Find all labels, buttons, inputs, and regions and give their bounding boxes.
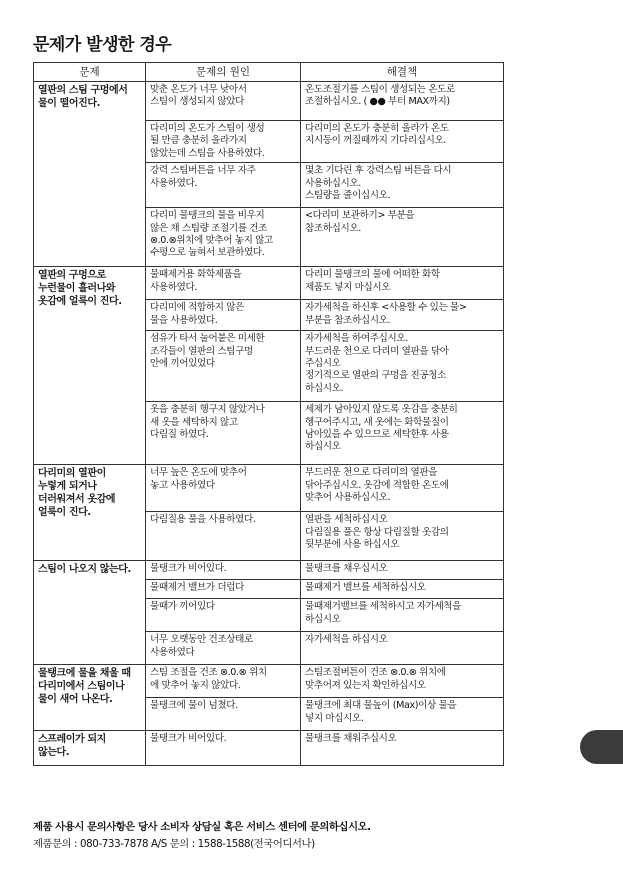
problem-cell: 물탱크에 물을 채울 때 다리미에서 스팀이나 물이 새어 나온다. (34, 665, 146, 731)
footer-note: 제품 사용시 문의사항은 당사 소비자 상담실 혹은 서비스 센터에 문의하십시오. (33, 821, 371, 833)
cause-cell: 물때가 끼어있다 (146, 599, 301, 632)
table-row (34, 561, 504, 580)
table-row (34, 267, 504, 300)
cause-cell: 다림질용 풀을 사용하였다. (146, 512, 301, 561)
solution-cell: 몇초 기다린 후 강력스팀 버튼을 다시 사용하십시오. 스팀량을 줄이십시오. (301, 163, 504, 208)
troubleshooting-table (33, 62, 504, 766)
cause-cell: 물탱크에 물이 넘쳤다. (146, 698, 301, 731)
solution-cell: 물때제거 밸브를 세척하십시오 (301, 580, 504, 599)
solution-cell: 자가세척을 하신후 <사용할 수 있는 물> 부분을 참조하십시오. (301, 300, 504, 331)
solution-cell: 부드러운 천으로 다리미의 열판을 닦아주십시오. 옷감에 적합한 온도에 맞추어 사용하십시오. (301, 465, 504, 512)
problem-cell: 스팀이 나오지 않는다. (34, 561, 146, 665)
solution-cell: 자가세척을 하십시오 (301, 632, 504, 665)
cause-cell: 다리미에 적합하지 않은 물을 사용하였다. (146, 300, 301, 331)
table-row (34, 465, 504, 512)
cause-cell: 너무 오랫동안 건조상태로 사용하였다 (146, 632, 301, 665)
solution-cell: 스팀조절버튼이 건조 ⊗.0.⊗ 위치에 맞추어져 있는지 확인하십시오 (301, 665, 504, 698)
header-solution: 해결책 (301, 63, 504, 82)
cause-cell: 강력 스팀버튼을 너무 자주 사용하였다. (146, 163, 301, 208)
footer-contact: 제품문의 : 080-733-7878 A/S 문의 : 1588-1588(전국어디서나) (33, 838, 315, 850)
cause-cell: 스팀 조절을 건조 ⊗.0.⊗ 위치 에 맞추어 놓지 않았다. (146, 665, 301, 698)
cause-cell: 다리미의 온도가 스팀이 생성 될 만큼 충분히 올라가지 않았는데 스팀을 사용하였다. (146, 121, 301, 163)
table-row (34, 665, 504, 698)
table-header-row (34, 63, 504, 82)
cause-cell: 옷을 충분히 헹구지 않았거나 새 옷을 세탁하지 않고 다림질 하였다. (146, 402, 301, 465)
cause-cell: 물탱크가 비어있다. (146, 731, 301, 766)
problem-cell: 열판의 구멍으로 누런물이 흘러나와 옷감에 얼룩이 진다. (34, 267, 146, 465)
solution-cell: 온도조절기를 스팀이 생성되는 온도로 조절하십시오. ( ●● 부터 MAX까지) (301, 82, 504, 121)
solution-cell: 열판을 세척하십시오 다림질용 풀은 항상 다림질할 옷감의 뒷부분에 사용 하십시오 (301, 512, 504, 561)
cause-cell: 물때제거 밸브가 더럽다 (146, 580, 301, 599)
solution-cell: 다리미 물탱크의 물에 어떠한 화학 제품도 넣지 마십시오 (301, 267, 504, 300)
solution-cell: 물때제거밸브를 세척하시고 자가세척을 하십시오 (301, 599, 504, 632)
solution-cell: 물탱크를 채워주십시오 (301, 731, 504, 766)
cause-cell: 섬유가 타서 눌어붙은 미세한 조각들이 열판의 스팀구멍 안에 끼어있었다 (146, 331, 301, 402)
table-row (34, 731, 504, 766)
problem-cell: 스프레이가 되지 않는다. (34, 731, 146, 766)
cause-cell: 너무 높은 온도에 맞추어 놓고 사용하였다 (146, 465, 301, 512)
page-tab-marker (580, 730, 623, 764)
problem-cell: 다리미의 열판이 누렇게 되거나 더러워져서 옷감에 얼룩이 진다. (34, 465, 146, 561)
problem-cell: 열판의 스팀 구멍에서 물이 떨어진다. (34, 82, 146, 267)
solution-cell: 세제가 남아있지 않도록 옷감을 충분히 헹구어주시고, 새 옷에는 화학물질이 남아있을 수 있으므로 세탁한후 사용 하십시오 (301, 402, 504, 465)
solution-cell: 물탱크에 최대 물높이 (Max)이상 물을 넣지 마십시오. (301, 698, 504, 731)
solution-cell: <다리미 보관하기> 부분을 참조하십시오. (301, 208, 504, 267)
cause-cell: 물때제거용 화학제품을 사용하였다. (146, 267, 301, 300)
page-title: 문제가 발생한 경우 (33, 35, 172, 55)
solution-cell: 다리미의 온도가 충분히 올라가 온도 지시등이 꺼질때까지 기다리십시오. (301, 121, 504, 163)
header-problem: 문제 (34, 63, 146, 82)
cause-cell: 맞춘 온도가 너무 낮아서 스팀이 생성되지 않았다 (146, 82, 301, 121)
table-row (34, 82, 504, 121)
header-cause: 문제의 원인 (146, 63, 301, 82)
solution-cell: 자가세척을 하여주십시오. 부드러운 천으로 다리미 열판을 닦아 주십시오 정기적으로 열판의 구멍을 진공청소 하십시오. (301, 331, 504, 402)
solution-cell: 물탱크를 채우십시오 (301, 561, 504, 580)
cause-cell: 물탱크가 비어있다. (146, 561, 301, 580)
table-body (34, 82, 504, 766)
cause-cell: 다리미 물탱크의 물을 비우지 않은 채 스팀량 조절기를 건조 ⊗.0.⊗위치에 맞추어 놓지 않고 수평으로 눕혀서 보관하였다. (146, 208, 301, 267)
